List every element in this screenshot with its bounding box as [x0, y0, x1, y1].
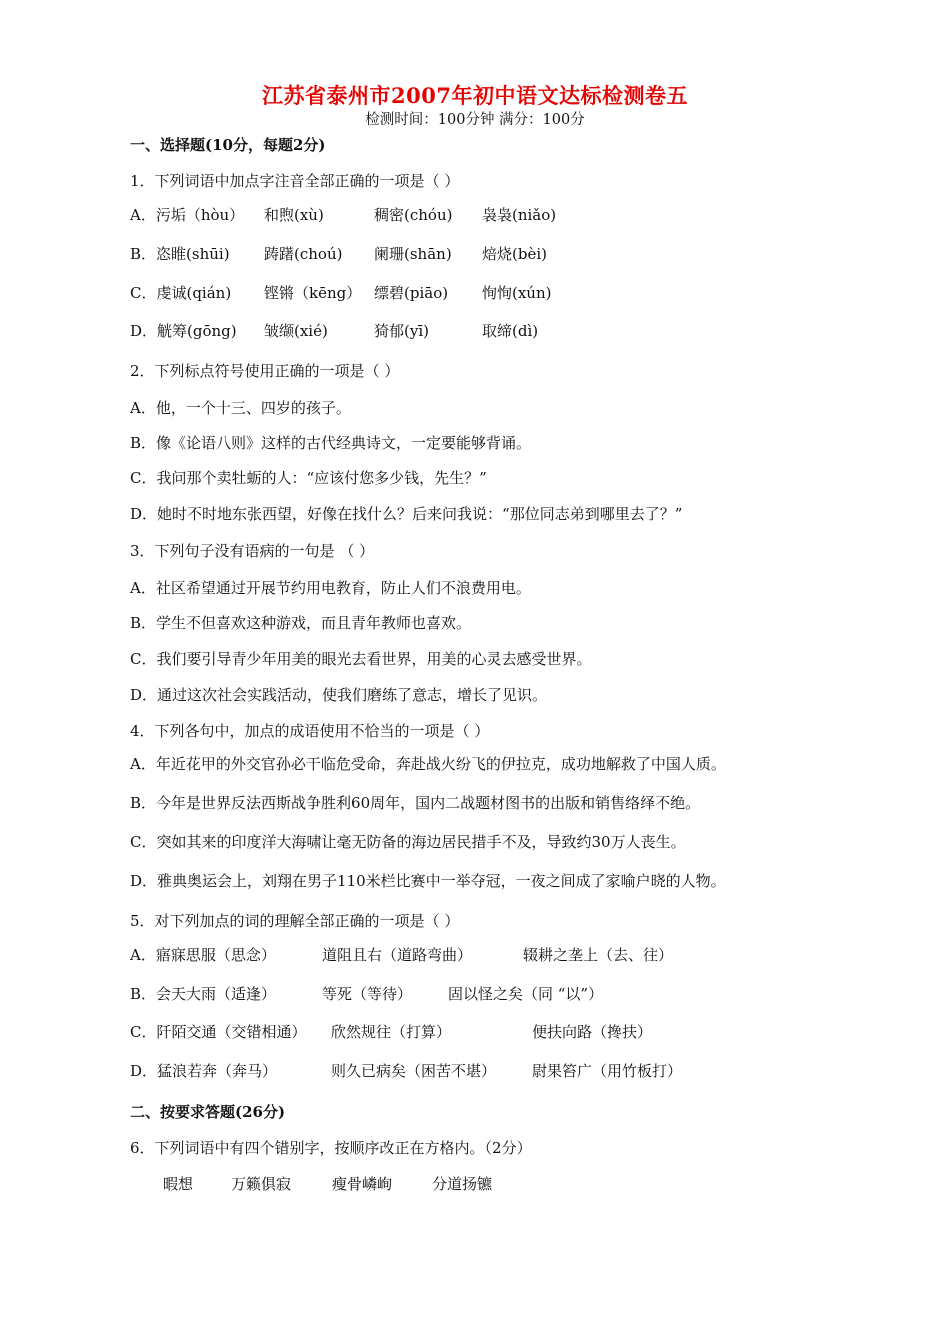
option-term: 固以怪之矣（同 “以”）	[448, 985, 604, 1003]
option-line: D．她时不时地东张西望，好像在找什么？后来问我说：“那位同志弟到哪里去了？”	[130, 505, 683, 523]
option-term: D．猛浪若奔（奔马）	[130, 1062, 278, 1080]
option-term: 皱缬(xié)	[264, 322, 328, 340]
option-line: C．我问那个卖牡蛎的人：“应该付您多少钱，先生？”	[130, 469, 487, 487]
question-stem: 6．下列词语中有四个错别字，按顺序改正在方格内。（2分）	[130, 1139, 532, 1157]
option-term: B．恣睢(shūi)	[130, 245, 230, 263]
question-stem: 4．下列各句中，加点的成语使用不恰当的一项是（ ）	[130, 722, 490, 740]
option-term: D．觥筹(gōng)	[130, 322, 237, 340]
option-term: A．寤寐思服（思念）	[130, 946, 276, 964]
option-term: 辍耕之垄上（去、往）	[523, 946, 674, 964]
option-term: 袅袅(niǎo)	[482, 206, 557, 224]
option-line: D．通过这次社会实践活动，使我们磨练了意志，增长了见识。	[130, 686, 548, 704]
option-line: B．今年是世界反法西斯战争胜利60周年，国内二战题材图书的出版和销售络绎不绝。	[130, 794, 701, 812]
option-term: A．污垢（hòu）	[130, 206, 245, 224]
option-term: 尉果笞广（用竹板打）	[532, 1062, 683, 1080]
word-item: 瘦骨嶙峋	[332, 1175, 393, 1193]
question-stem: 5．对下列加点的词的理解全部正确的一项是（ ）	[130, 912, 460, 930]
option-term: 便扶向路（搀扶）	[532, 1023, 653, 1041]
document-title: 江苏省泰州市2007年初中语文达标检测卷五	[262, 83, 688, 108]
option-term: 则久已病矣（困苦不堪）	[331, 1062, 497, 1080]
word-item: 万籁俱寂	[231, 1175, 292, 1193]
question-stem: 2．下列标点符号使用正确的一项是（ ）	[130, 362, 400, 380]
option-term: 取缔(dì)	[482, 322, 539, 340]
option-term: 等死（等待）	[322, 985, 413, 1003]
option-line: B．学生不但喜欢这种游戏，而且青年教师也喜欢。	[130, 614, 472, 632]
word-item: 分道扬镳	[432, 1175, 493, 1193]
question-stem: 1．下列词语中加点字注音全部正确的一项是（ ）	[130, 172, 460, 190]
option-term: 道阻且右（道路弯曲）	[322, 946, 473, 964]
option-term: 缥碧(piāo)	[374, 284, 449, 302]
option-term: 欣然规往（打算）	[331, 1023, 452, 1041]
option-line: C．我们要引导青少年用美的眼光去看世界，用美的心灵去感受世界。	[130, 650, 592, 668]
option-term: 铿锵（kēng）	[264, 284, 362, 302]
question-stem: 3．下列句子没有语病的一句是 （ ）	[130, 542, 375, 560]
option-line: A．社区希望通过开展节约用电教育，防止人们不浪费用电。	[130, 579, 531, 597]
option-term: C．虔诚(qián)	[130, 284, 232, 302]
option-term: 稠密(chóu)	[374, 206, 453, 224]
option-line: A．年近花甲的外交官孙必干临危受命，奔赴战火纷飞的伊拉克，成功地解救了中国人质。	[130, 755, 726, 773]
option-line: A．他，一个十三、四岁的孩子。	[130, 399, 351, 417]
option-term: C．阡陌交通（交错相通）	[130, 1023, 307, 1041]
section-heading: 一、选择题(10分，每题2分)	[130, 136, 326, 154]
option-term: 焙烧(bèi)	[482, 245, 547, 263]
exam-info: 检测时间：100分钟 满分：100分	[365, 112, 585, 128]
word-item: 暇想	[163, 1175, 194, 1193]
option-term: 猗郁(yī)	[374, 322, 429, 340]
option-line: B．像《论语八则》这样的古代经典诗文，一定要能够背诵。	[130, 434, 532, 452]
option-term: B．会天大雨（适逢）	[130, 985, 277, 1003]
section-heading: 二、按要求答题(26分)	[130, 1103, 286, 1121]
option-term: 恂恂(xún)	[482, 284, 552, 302]
option-term: 阑珊(shān)	[374, 245, 452, 263]
option-line: C．突如其来的印度洋大海啸让毫无防备的海边居民措手不及，导致约30万人丧生。	[130, 833, 686, 851]
option-line: D．雅典奥运会上，刘翔在男子110米栏比赛中一举夺冠，一夜之间成了家喻户晓的人物。	[130, 872, 726, 890]
option-term: 和煦(xù)	[264, 206, 324, 224]
option-term: 踌躇(choú)	[264, 245, 343, 263]
